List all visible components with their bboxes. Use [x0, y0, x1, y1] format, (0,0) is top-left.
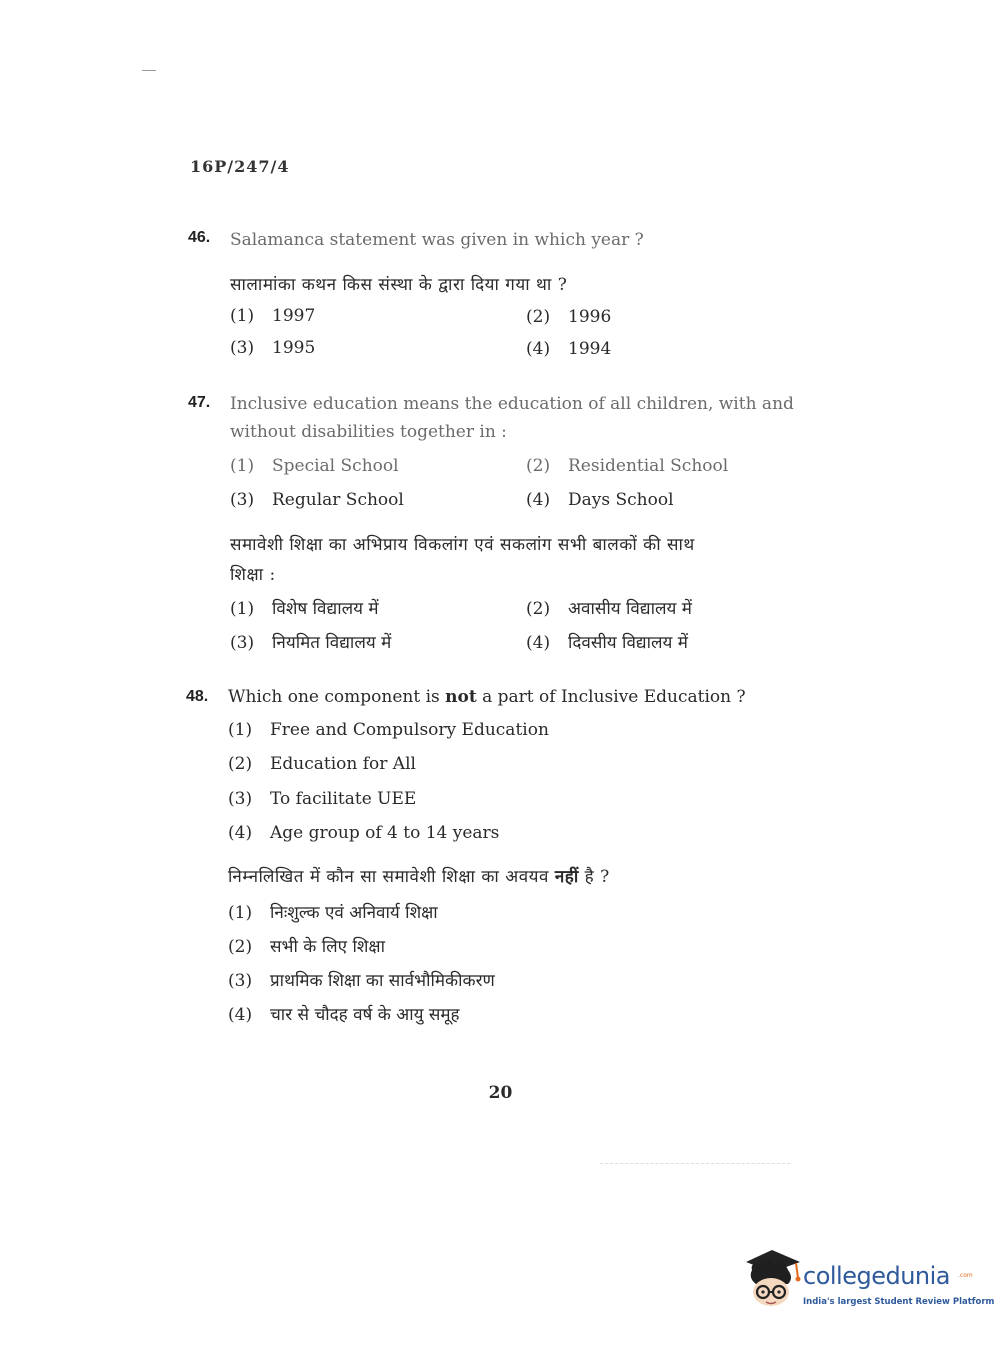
q46-option-4[interactable]: (4) 1994: [526, 339, 612, 359]
q47-text-en-line2: without disabilities together in :: [230, 422, 507, 442]
q47-option-2-hi[interactable]: (2) अवासीय विद्यालय में: [526, 599, 692, 619]
q48-option-3-hi[interactable]: (3) प्राथमिक शिक्षा का सार्वभौमिकीकरण: [228, 971, 495, 991]
q47-option-3-en[interactable]: (3) Regular School: [230, 490, 404, 510]
q46-option-1[interactable]: (1) 1997: [230, 306, 316, 326]
q48-option-3-en[interactable]: (3) To facilitate UEE: [228, 789, 417, 809]
q47-option-1-hi[interactable]: (1) विशेष विद्यालय में: [230, 599, 379, 619]
scan-mark: [142, 70, 156, 71]
q47-text-hi-line2: शिक्षा :: [230, 565, 276, 585]
q47-option-2-en[interactable]: (2) Residential School: [526, 456, 729, 476]
q48-number: 48.: [186, 688, 209, 705]
q48-text-hi: निम्नलिखित में कौन सा समावेशी शिक्षा का अवयव नहीं है ?: [228, 867, 610, 887]
q46-number: 46.: [188, 229, 211, 246]
q47-option-4-hi[interactable]: (4) दिवसीय विद्यालय में: [526, 633, 688, 653]
q47-option-1-en[interactable]: (1) Special School: [230, 456, 399, 476]
collegedunia-logo-suffix: .com: [958, 1272, 973, 1279]
scan-artifact: [600, 1163, 790, 1165]
q48-option-4-en[interactable]: (4) Age group of 4 to 14 years: [228, 823, 500, 843]
q46-text-en: Salamanca statement was given in which year ?: [230, 230, 644, 250]
q47-option-3-hi[interactable]: (3) नियमित विद्यालय में: [230, 633, 392, 653]
collegedunia-logo-text: collegedunia: [803, 1262, 951, 1290]
collegedunia-mascot-icon: [742, 1248, 802, 1312]
q48-option-4-hi[interactable]: (4) चार से चौदह वर्ष के आयु समूह: [228, 1005, 460, 1025]
q47-text-en-line1: Inclusive education means the education of all children, with and: [230, 394, 794, 414]
collegedunia-tagline: India's largest Student Review Platform: [803, 1297, 995, 1307]
paper-code: 16P/247/4: [190, 157, 290, 176]
q47-number: 47.: [188, 394, 211, 411]
q48-option-1-en[interactable]: (1) Free and Compulsory Education: [228, 720, 549, 740]
q47-option-4-en[interactable]: (4) Days School: [526, 490, 674, 510]
q48-option-2-hi[interactable]: (2) सभी के लिए शिक्षा: [228, 937, 385, 957]
q48-option-1-hi[interactable]: (1) निःशुल्क एवं अनिवार्य शिक्षा: [228, 903, 438, 923]
q48-option-2-en[interactable]: (2) Education for All: [228, 754, 416, 774]
q46-option-2[interactable]: (2) 1996: [526, 307, 612, 327]
q47-text-hi-line1: समावेशी शिक्षा का अभिप्राय विकलांग एवं सकलांग सभी बालकों की साथ: [230, 535, 695, 555]
q46-text-hi: सालामांका कथन किस संस्था के द्वारा दिया गया था ?: [230, 275, 568, 295]
q46-option-3[interactable]: (3) 1995: [230, 338, 316, 358]
page-number: 20: [488, 1083, 513, 1103]
q48-text-en: Which one component is not a part of Inclusive Education ?: [228, 687, 746, 707]
